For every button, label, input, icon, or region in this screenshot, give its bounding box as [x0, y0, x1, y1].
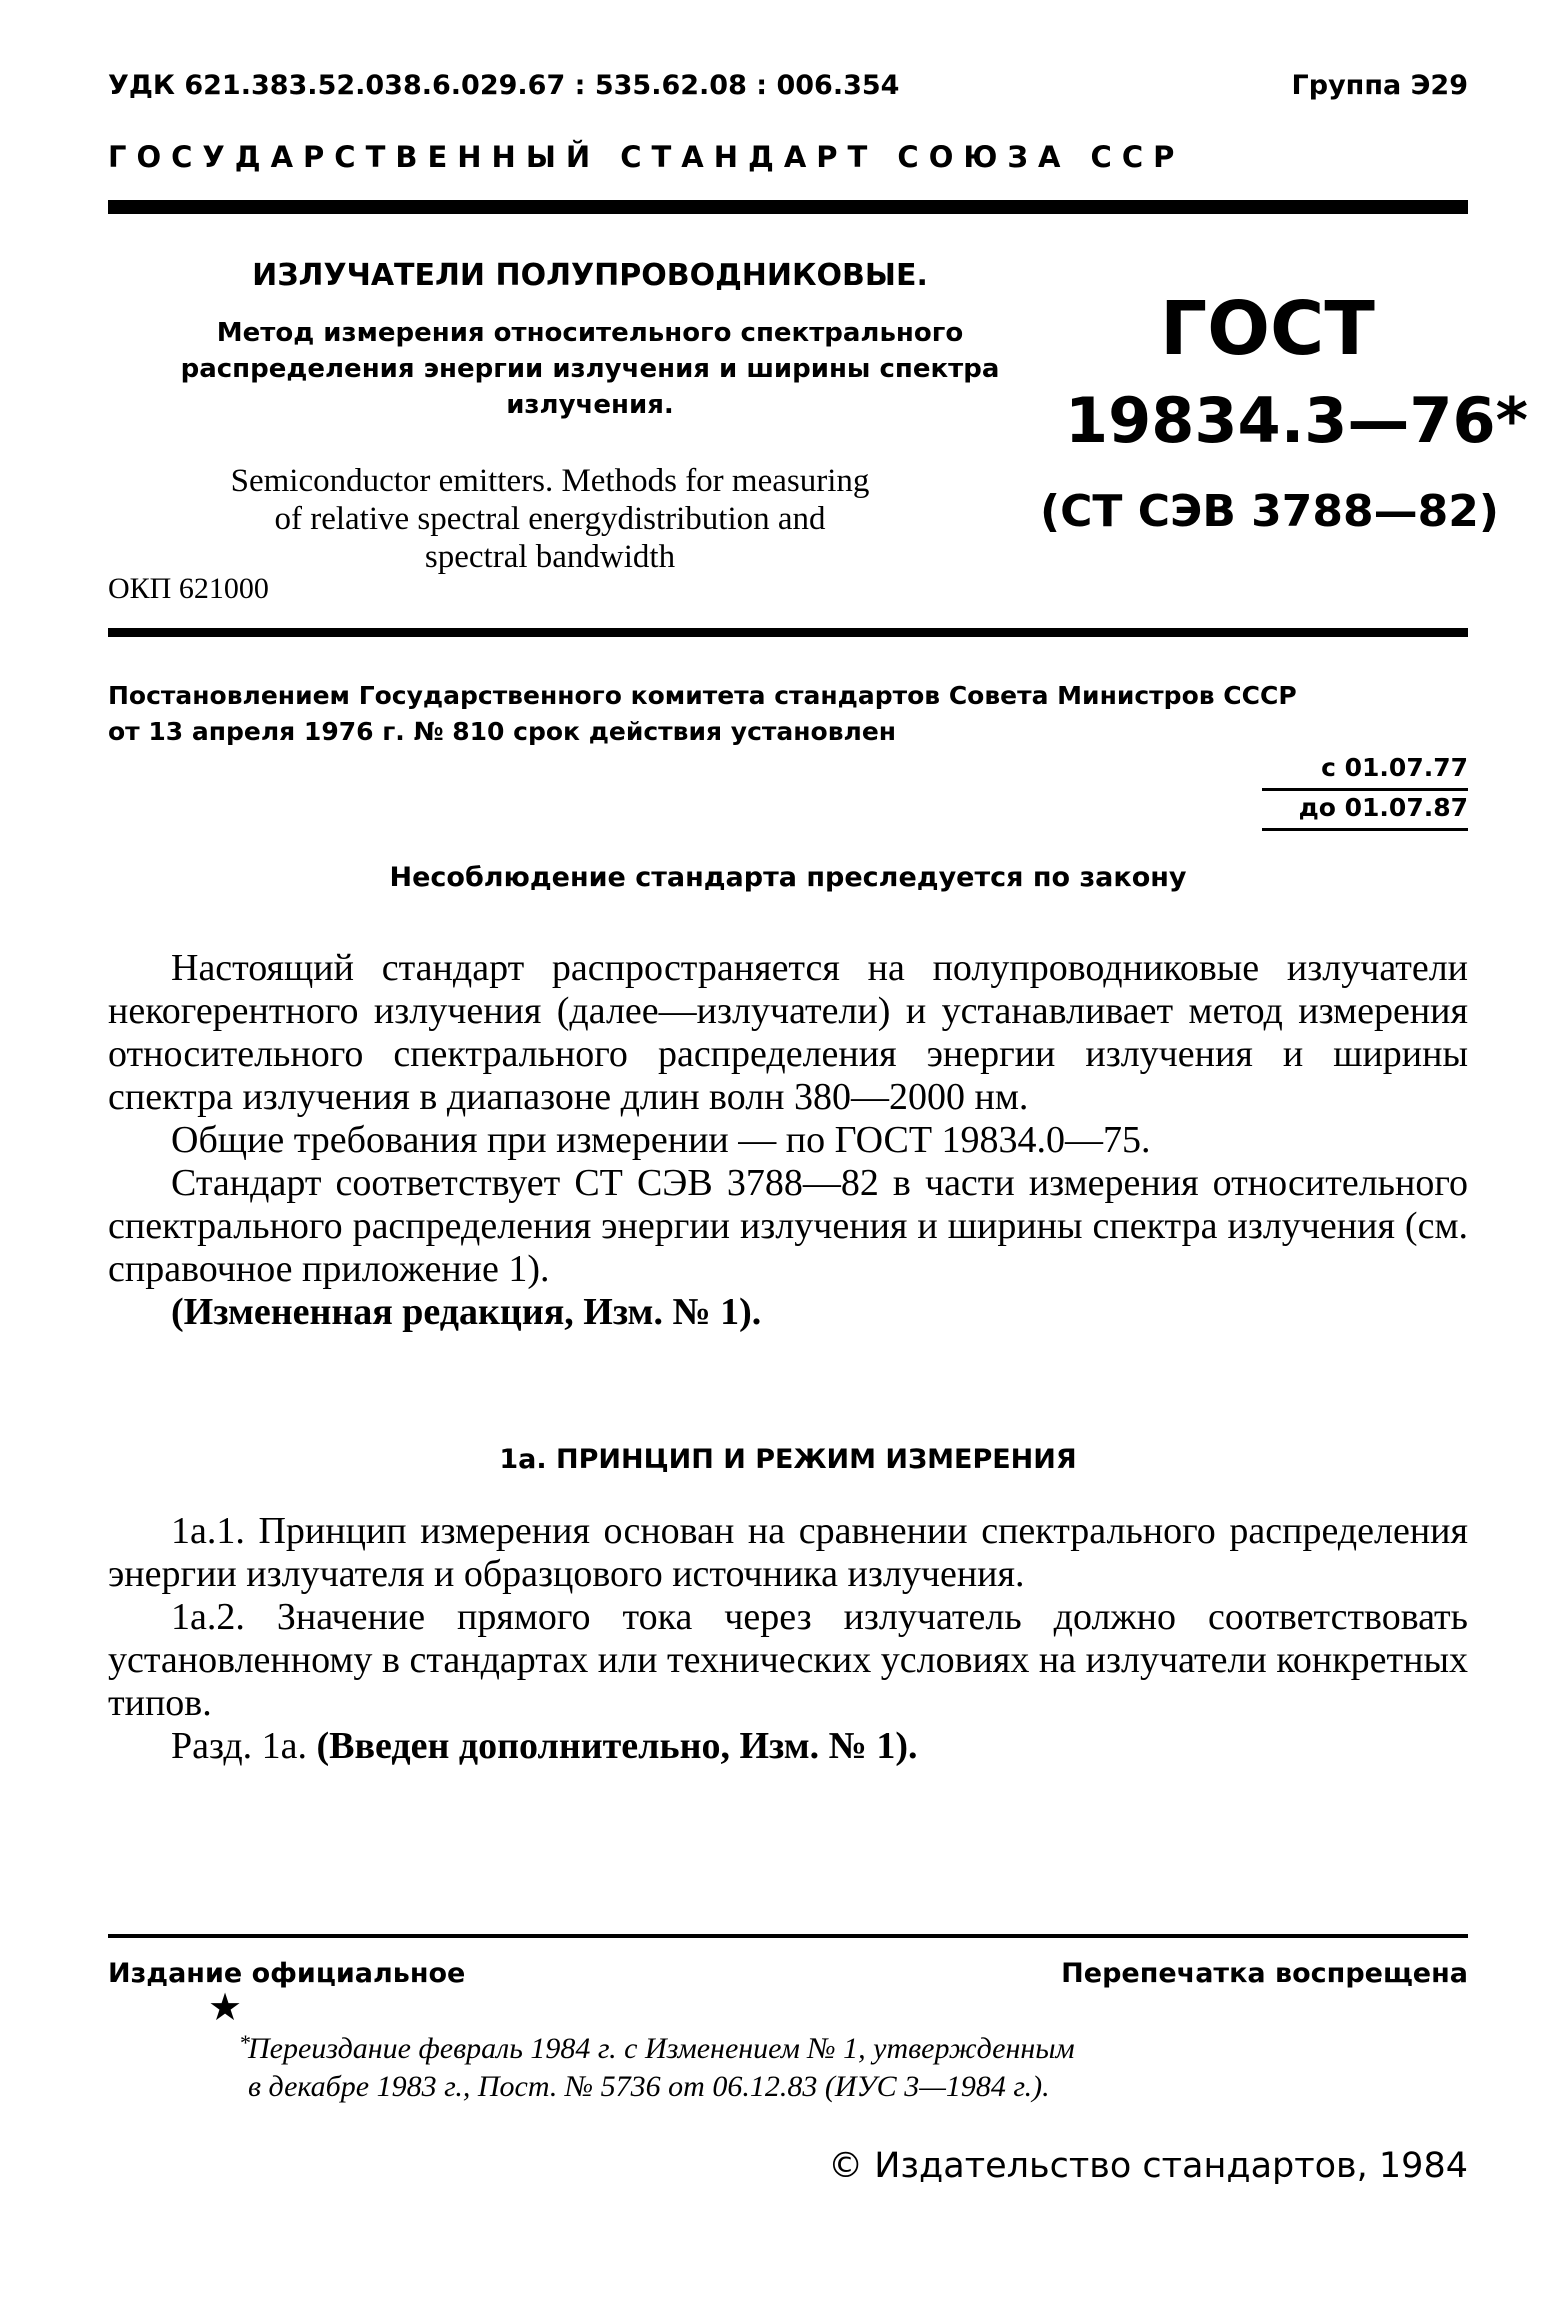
section-1a-title: 1а. ПРИНЦИП И РЕЖИМ ИЗМЕРЕНИЯ: [499, 1444, 1077, 1475]
english-title-line-2: of relative spectral energydistribution and: [274, 501, 826, 537]
gost-number: 19834.3—76*: [1065, 384, 1529, 457]
st-sev-number: (СТ СЭВ 3788—82): [1040, 486, 1499, 537]
intro-paragraph-3: Стандарт соответствует СТ СЭВ 3788—82 в части измерения относительного спектрального распределения энергии излучения и ширины спектра излучения (см. справочное приложение 1).: [108, 1162, 1468, 1290]
section-1a-amendment: (Введен дополнительно, Изм. № 1).: [316, 1725, 918, 1767]
decree-line-1: Постановлением Государственного комитета стандартов Совета Министров СССР: [108, 681, 1297, 710]
intro-paragraph-1: Настоящий стандарт распространяется на полупроводниковые излучатели некогерентного излучения (далее—излучатели) и устанавливает метод измерения относительного спектрального распределения энергии излучения и ширины спектра излучения в диапазоне длин волн 380—2000 нм.: [108, 947, 1468, 1118]
validity-to: до 01.07.87: [1262, 790, 1468, 831]
note-asterisk: *: [240, 2030, 251, 2055]
decree-block: [108, 678, 1468, 822]
english-title: [130, 462, 970, 576]
star-icon: ★: [208, 1987, 243, 2029]
section-1a-ref: Разд. 1а.: [171, 1725, 308, 1767]
intro-paragraph-2: Общие требования при измерении — по ГОСТ 19834.0—75.: [171, 1119, 1151, 1161]
gost-label: ГОСТ: [1160, 286, 1375, 372]
reissue-note-line-1: Переиздание февраль 1984 г. с Изменением № 1, утвержденным: [248, 2032, 1075, 2065]
intro-amendment-note: (Измененная редакция, Изм. № 1).: [171, 1291, 762, 1333]
header-rule: [108, 200, 1468, 214]
title-block: [130, 258, 1050, 423]
title-rule: [108, 628, 1468, 637]
group-code: Группа Э29: [1291, 70, 1468, 101]
footer-rule: [108, 1934, 1468, 1938]
section-1a-paragraph-1: 1а.1. Принцип измерения основан на сравнении спектрального распределения энергии излучателя и образцового источника излучения.: [108, 1510, 1468, 1595]
title-sub-line-2: распределения энергии излучения и ширины спектра: [180, 354, 1000, 384]
title-main: ИЗЛУЧАТЕЛИ ПОЛУПРОВОДНИКОВЫЕ.: [252, 258, 928, 293]
official-edition: Издание официальное: [108, 1958, 466, 1989]
decree-line-2: от 13 апреля 1976 г. № 810 срок действия установлен: [108, 717, 897, 746]
okp-code: ОКП 621000: [108, 572, 269, 605]
english-title-line-3: spectral bandwidth: [424, 539, 676, 575]
reissue-note-line-2: в декабре 1983 г., Пост. № 5736 от 06.12.83 (ИУС 3—1984 г.).: [248, 2070, 1050, 2103]
copyright: © Издательство стандартов, 1984: [828, 2146, 1468, 2186]
section-1a-paragraph-2: 1а.2. Значение прямого тока через излучатель должно соответствовать установленному в стандартах или технических условиях на излучатели конкретных типов.: [108, 1596, 1468, 1724]
reprint-prohibited: Перепечатка воспрещена: [1061, 1958, 1468, 1989]
udk-code: УДК 621.383.52.038.6.029.67 : 535.62.08 : 006.354: [108, 70, 900, 101]
title-sub-line-1: Метод измерения относительного спектрального: [216, 318, 964, 348]
reissue-note: [240, 2030, 1408, 2106]
english-title-line-1: Semiconductor emitters. Methods for measuring: [230, 463, 870, 499]
section-1a-paragraph-3: [108, 1725, 1468, 1768]
state-standard-banner: ГОСУДАРСТВЕННЫЙ СТАНДАРТ СОЮЗА ССР: [108, 140, 1185, 174]
legal-warning: Несоблюдение стандарта преследуется по закону: [389, 862, 1187, 893]
intro-text: [108, 947, 1468, 1334]
section-1a-text: [108, 1510, 1468, 1768]
title-sub-line-3: излучения.: [506, 390, 674, 420]
validity-from: с 01.07.77: [1262, 750, 1468, 791]
